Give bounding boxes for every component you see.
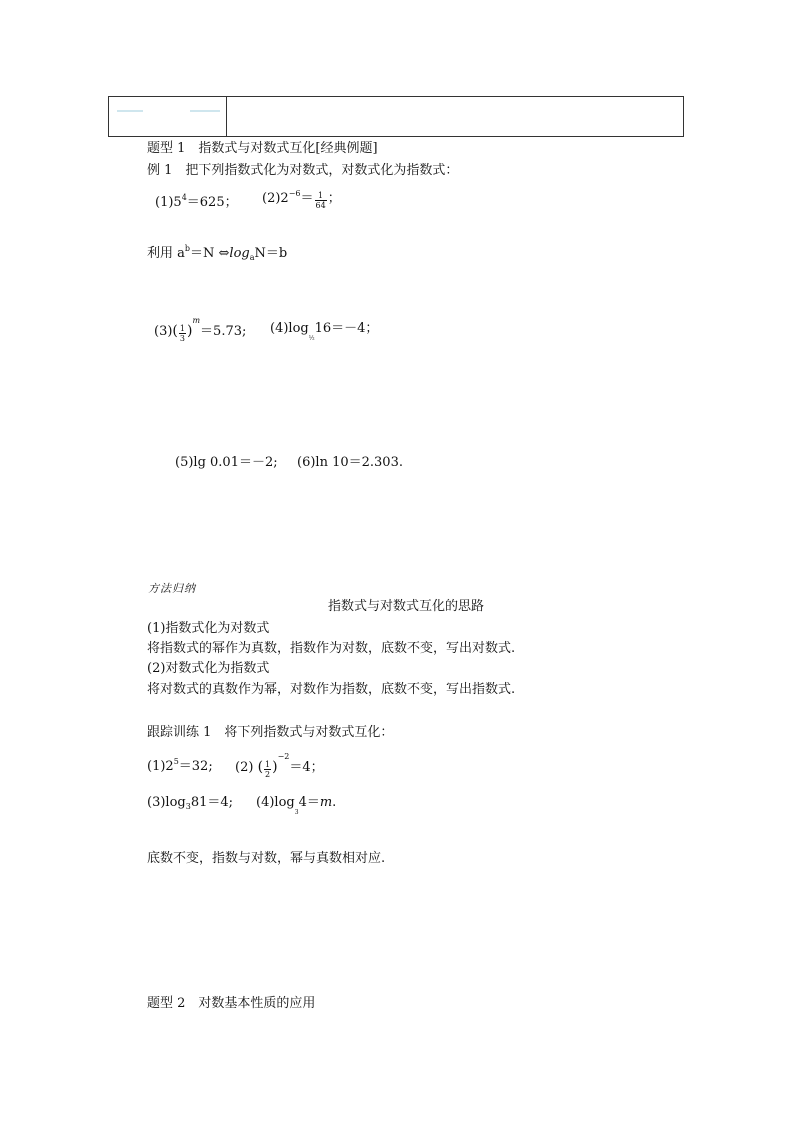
header-placeholder-left	[117, 110, 143, 112]
item-3	[154, 316, 247, 343]
practice-item-1	[147, 759, 213, 775]
item-1-exp: 4	[181, 193, 187, 202]
item-3-label: (3)	[154, 324, 173, 339]
practice-item-4-var: m	[319, 795, 333, 810]
practice-item-3-base: 3	[185, 802, 191, 811]
practice-item-2-label: (2)	[235, 760, 254, 775]
item-3-fraction	[179, 324, 186, 343]
method-line-2: 将指数式的幂作为真数，指数作为对数，底数不变，写出对数式.	[147, 641, 516, 656]
practice-item-2-fraction	[264, 760, 271, 779]
item-2-numerator: 1	[315, 191, 327, 201]
practice-item-2-paren-close: )	[272, 759, 278, 775]
example-1	[147, 163, 458, 179]
method-tag: 方法归纳	[148, 582, 196, 595]
practice-text: 将下列指数式与对数式互化：	[224, 725, 394, 740]
rule-pre: 利用 a	[147, 246, 185, 261]
method-line-3: (2)对数式化为指数式	[147, 661, 270, 676]
item-3-paren-open: (	[172, 323, 178, 339]
header-placeholder-right	[190, 110, 220, 112]
practice-item-1-exp: 5	[173, 757, 179, 766]
heading-type-1: 题型 1 指数式与对数式互化[经典例题]	[147, 141, 378, 156]
practice-item-2-result: ＝4；	[289, 760, 324, 775]
item-2-denominator: 64	[315, 201, 326, 210]
item-5: (5)lg 0.01＝－2;	[175, 455, 278, 470]
item-3-exp: m	[192, 316, 201, 325]
example-1-text: 把下列指数式化为对数式，对数式化为指数式：	[185, 163, 459, 178]
item-2-fraction	[315, 191, 327, 210]
item-3-denominator: 3	[179, 334, 185, 343]
item-1	[155, 195, 238, 211]
item-2-exp: −6	[288, 189, 301, 198]
item-3-result: ＝5.73;	[200, 324, 247, 339]
method-line-1: (1)指数式化为对数式	[147, 621, 270, 636]
practice-item-2	[235, 752, 324, 779]
item-6: (6)ln 10＝2.303.	[297, 455, 403, 470]
example-1-label: 例 1	[147, 163, 173, 178]
item-4-result: 16＝－4；	[314, 321, 379, 336]
practice-item-4	[256, 795, 337, 816]
header-table	[108, 96, 684, 137]
item-4	[270, 321, 379, 342]
item-3-numerator: 1	[179, 324, 185, 333]
practice-1	[147, 725, 393, 741]
practice-item-4-end: .	[332, 795, 337, 810]
header-table-divider	[226, 96, 227, 137]
practice-label: 跟踪训练 1	[147, 725, 212, 740]
item-2-base: (2)2	[262, 191, 289, 206]
item-4-log: (4)log	[270, 321, 309, 336]
rule-log: log	[229, 246, 250, 261]
rule-exp: b	[184, 244, 191, 253]
item-2-eq: ＝	[300, 191, 314, 206]
practice-item-2-denominator: 2	[265, 770, 271, 779]
practice-item-3-result: 81＝4;	[190, 795, 234, 810]
conversion-rule	[147, 246, 287, 262]
item-3-paren-close: )	[186, 323, 193, 339]
practice-item-1-base: (1)2	[147, 759, 174, 774]
practice-item-3	[147, 795, 233, 811]
item-1-base: (1)5	[155, 195, 182, 210]
practice-answer-note: 底数不变，指数与对数，幂与真数相对应.	[147, 851, 386, 866]
item-2-end: ；	[327, 191, 341, 206]
practice-item-1-result: ＝32;	[178, 759, 213, 774]
method-line-4: 将对数式的真数作为幂，对数作为指数，底数不变，写出指数式.	[147, 682, 516, 697]
method-title: 指数式与对数式互化的思路	[328, 599, 485, 614]
item-4-base: ½	[308, 335, 315, 342]
rule-mid: ＝N ⇔	[190, 246, 230, 261]
item-1-result: ＝625；	[186, 195, 238, 210]
practice-item-4-mid: 4＝	[298, 795, 320, 810]
practice-item-2-paren-open: (	[257, 759, 264, 775]
rule-sub: a	[249, 253, 255, 262]
practice-item-2-exp: −2	[277, 752, 290, 761]
practice-item-2-numerator: 1	[265, 760, 271, 769]
heading-type-2: 题型 2 对数基本性质的应用	[147, 996, 316, 1011]
practice-item-4-base: 3	[294, 809, 299, 816]
practice-item-4-log: (4)log	[256, 795, 295, 810]
practice-item-3-log: (3)log	[147, 795, 186, 810]
item-2	[262, 191, 341, 210]
rule-post: N＝b	[254, 246, 288, 261]
